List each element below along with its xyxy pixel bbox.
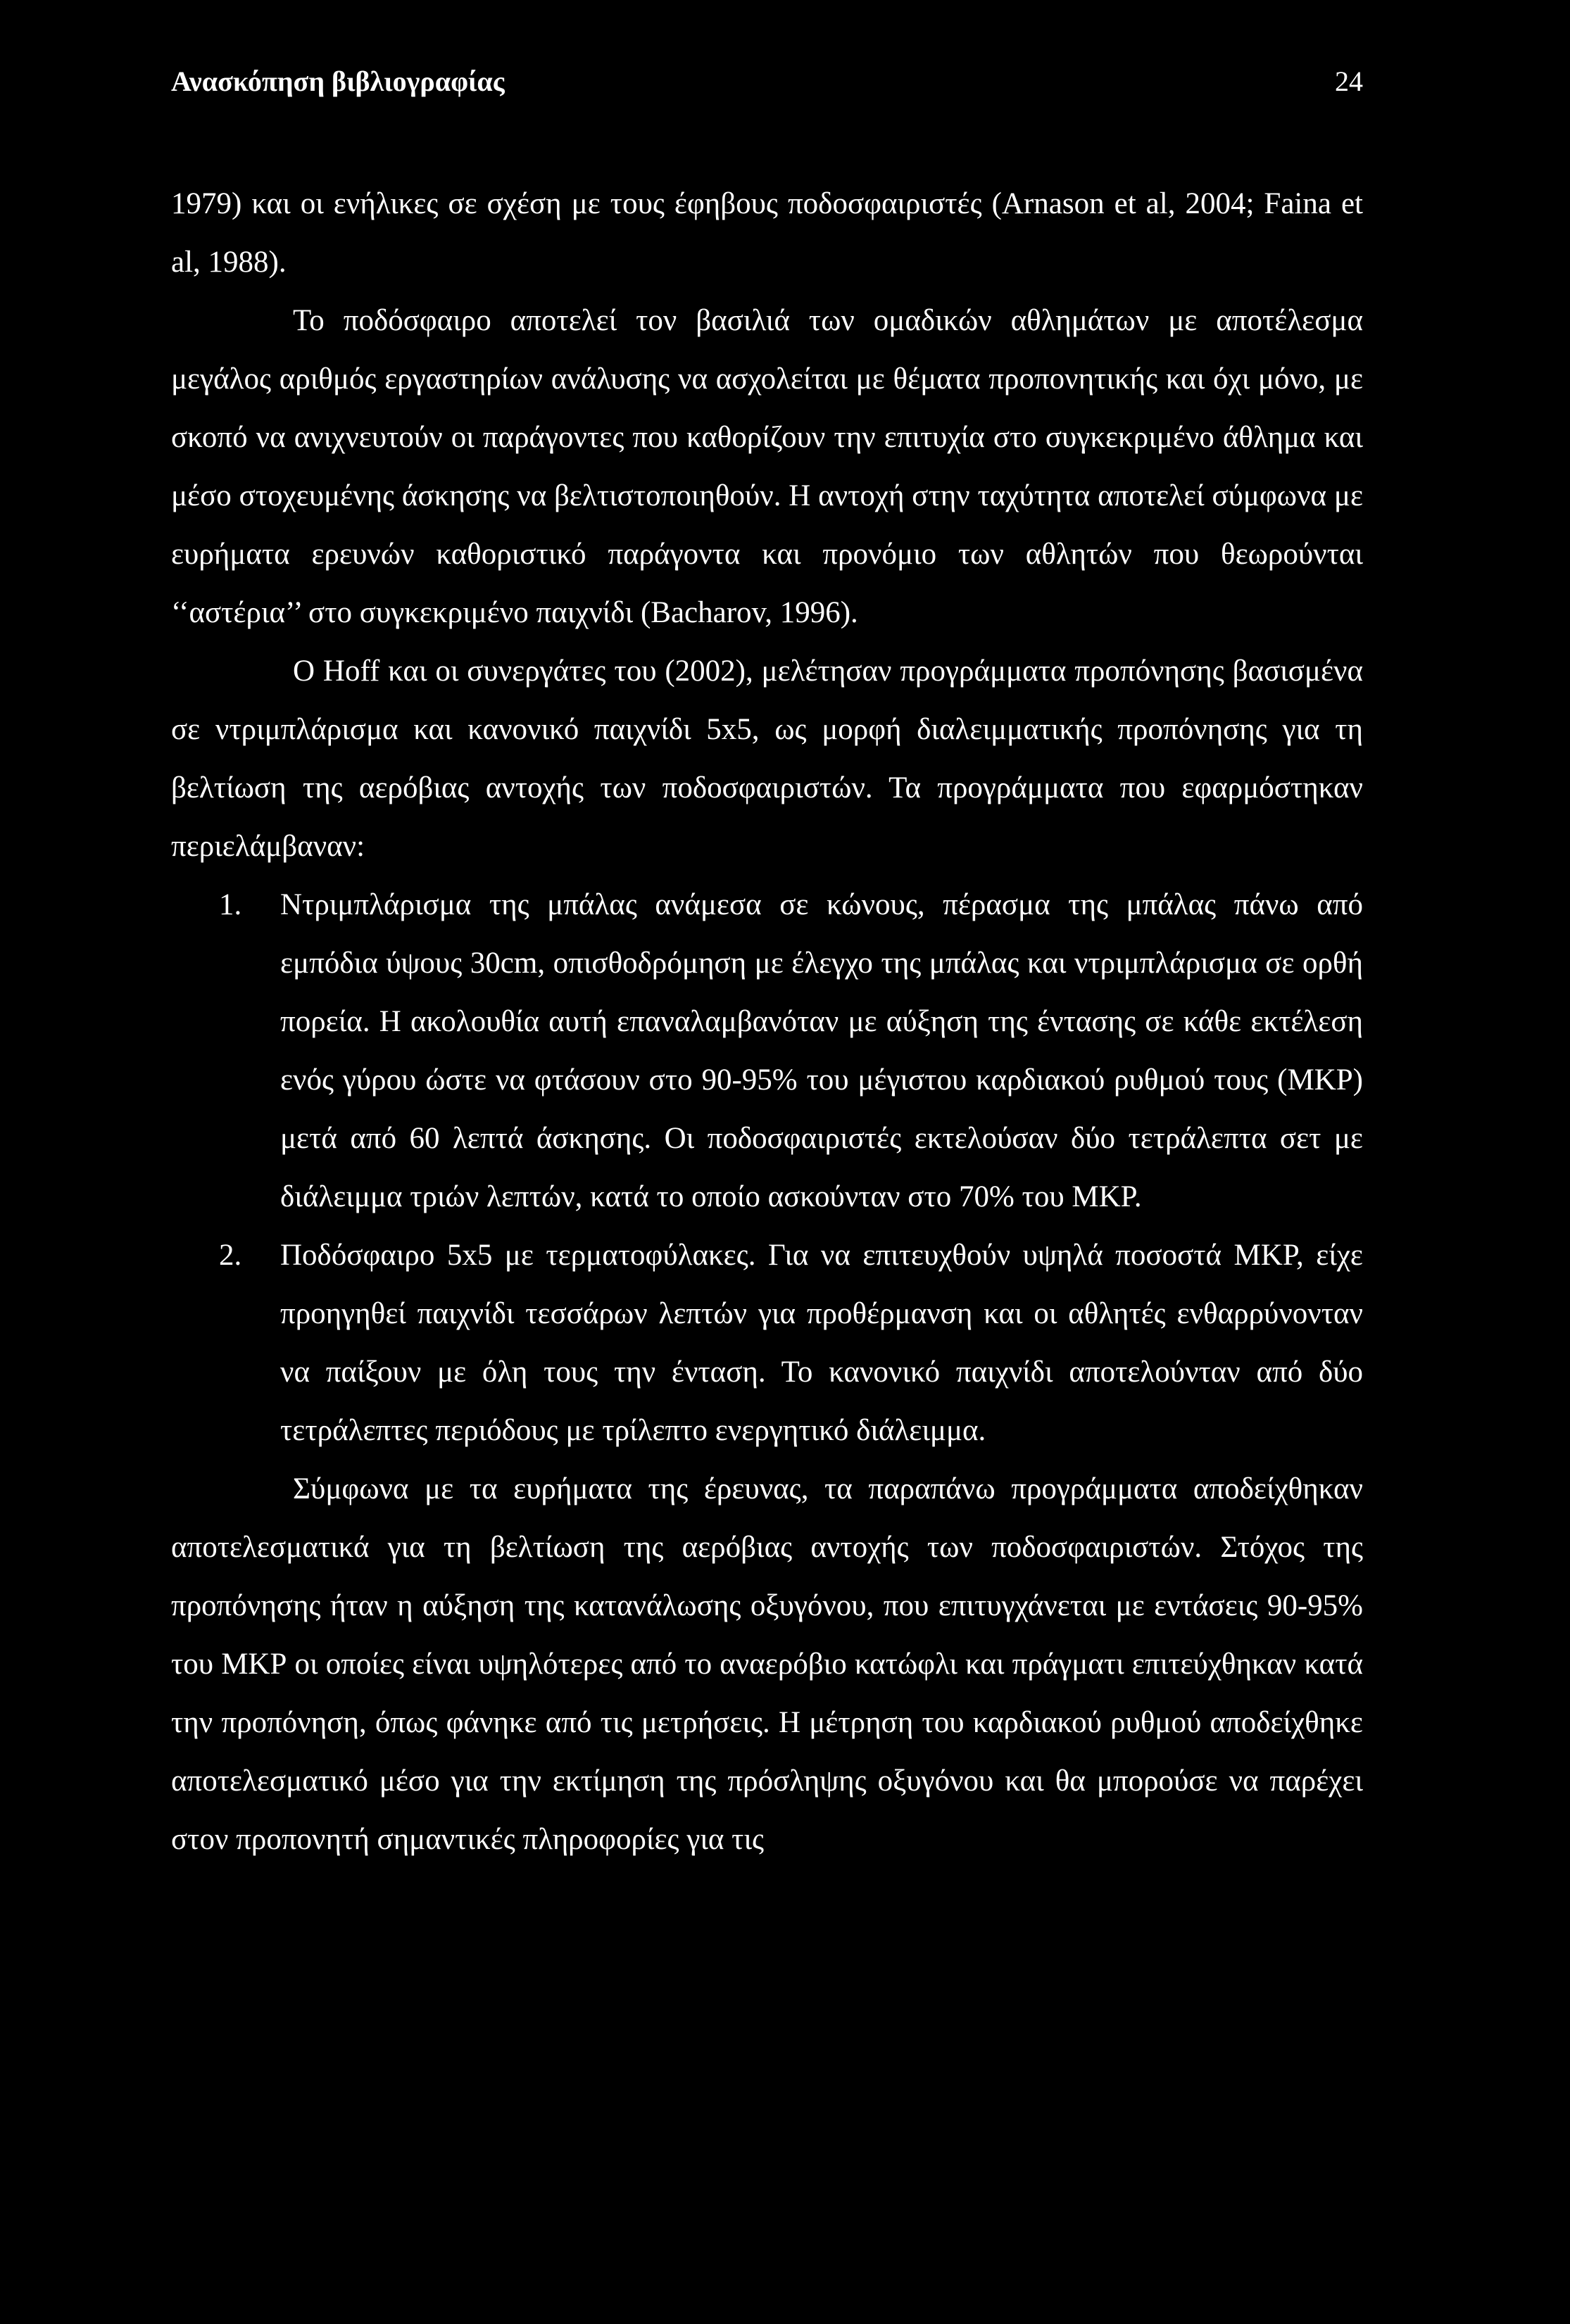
list-item [171,1226,1363,1460]
page-header [171,65,1363,107]
list-item [171,876,1363,1226]
paragraph-continuation: 1979) και οι ενήλικες σε σχέση με τους έφηβους ποδοσφαιριστές (Arnason et al, 2004; Faina et al, 1988). [171,187,1363,279]
page-number: 24 [1335,65,1363,97]
section-title: Ανασκόπηση βιβλιογραφίας [171,65,505,97]
paragraph-football-research: Το ποδόσφαιρο αποτελεί τον βασιλιά των ομαδικών αθλημάτων με αποτέλεσμα μεγάλος αριθμός εργαστηρίων ανάλυσης να ασχολείται με θέματα προπονητικής και όχι μόνο, με σκοπό να ανιχνευτούν οι παράγοντες που καθορίζουν την επιτυχία στο συγκεκριμένο άθλημα και μέσο στοχευμένης άσκησης να βελτιστοποιηθούν. Η αντοχή στην ταχύτητα αποτελεί σύμφωνα με ευρήματα ερευνών καθοριστικό παράγοντα και προνόμιο των αθλητών που θεωρούνται ‘‘αστέρια’’ στο συγκεκριμένο παιχνίδι (Bacharov, 1996). [171,304,1363,629]
list-item-text: Ποδόσφαιρο 5x5 με τερματοφύλακες. Για να επιτευχθούν υψηλά ποσοστά ΜΚΡ, είχε προηγηθεί παιχνίδι τεσσάρων λεπτών για προθέρμανση και οι αθλητές ενθαρρύνονταν να παίξουν με όλη τους την ένταση. Το κανονικό παιχνίδι αποτελούνταν από δύο τετράλεπτες περιόδους με τρίλεπτο ενεργητικό διάλειμμα. [280,1239,1363,1447]
training-programs-list [171,876,1363,1460]
paragraph-findings: Σύμφωνα με τα ευρήματα της έρευνας, τα παραπάνω προγράμματα αποδείχθηκαν αποτελεσματικά για τη βελτίωση της αερόβιας αντοχής των ποδοσφαιριστών. Στόχος της προπόνησης ήταν η αύξηση της κατανάλωσης οξυγόνου, που επιτυγχάνεται με εντάσεις 90-95% του ΜΚΡ οι οποίες είναι υψηλότερες από το αναερόβιο κατώφλι και πράγματι επιτεύχθηκαν κατά την προπόνηση, όπως φάνηκε από τις μετρήσεις. Η μέτρηση του καρδιακού ρυθμού αποδείχθηκε αποτελεσματικό μέσο για την εκτίμηση της πρόσληψης οξυγόνου και θα μπορούσε να παρέχει στον προπονητή σημαντικές πληροφορίες για τις [171,1472,1363,1856]
paragraph-hoff-study: Ο Hoff και οι συνεργάτες του (2002), μελέτησαν προγράμματα προπόνησης βασισμένα σε ντριμπλάρισμα και κανονικό παιχνίδι 5x5, ως μορφή διαλειμματικής προπόνησης για τη βελτίωση της αερόβιας αντοχής των ποδοσφαιριστών. Τα προγράμματα που εφαρμόστηκαν περιελάμβαναν: [171,655,1363,863]
list-item-number: 1. [219,888,242,921]
list-item-number: 2. [219,1239,242,1272]
list-item-text: Ντριμπλάρισμα της μπάλας ανάμεσα σε κώνους, πέρασμα της μπάλας πάνω από εμπόδια ύψους 30cm, οπισθοδρόμηση με έλεγχο της μπάλας και ντριμπλάρισμα σε ορθή πορεία. Η ακολουθία αυτή επαναλαμβανόταν με αύξηση της έντασης σε κάθε εκτέλεση ενός γύρου ώστε να φτάσουν στο 90-95% του μέγιστου καρδιακού ρυθμού τους (ΜΚΡ) μετά από 60 λεπτά άσκησης. Οι ποδοσφαιριστές εκτελούσαν δύο τετράλεπτα σετ με διάλειμμα τριών λεπτών, κατά το οποίο ασκούνταν στο 70% του ΜΚΡ. [280,888,1363,1213]
body-text [171,175,1363,1869]
